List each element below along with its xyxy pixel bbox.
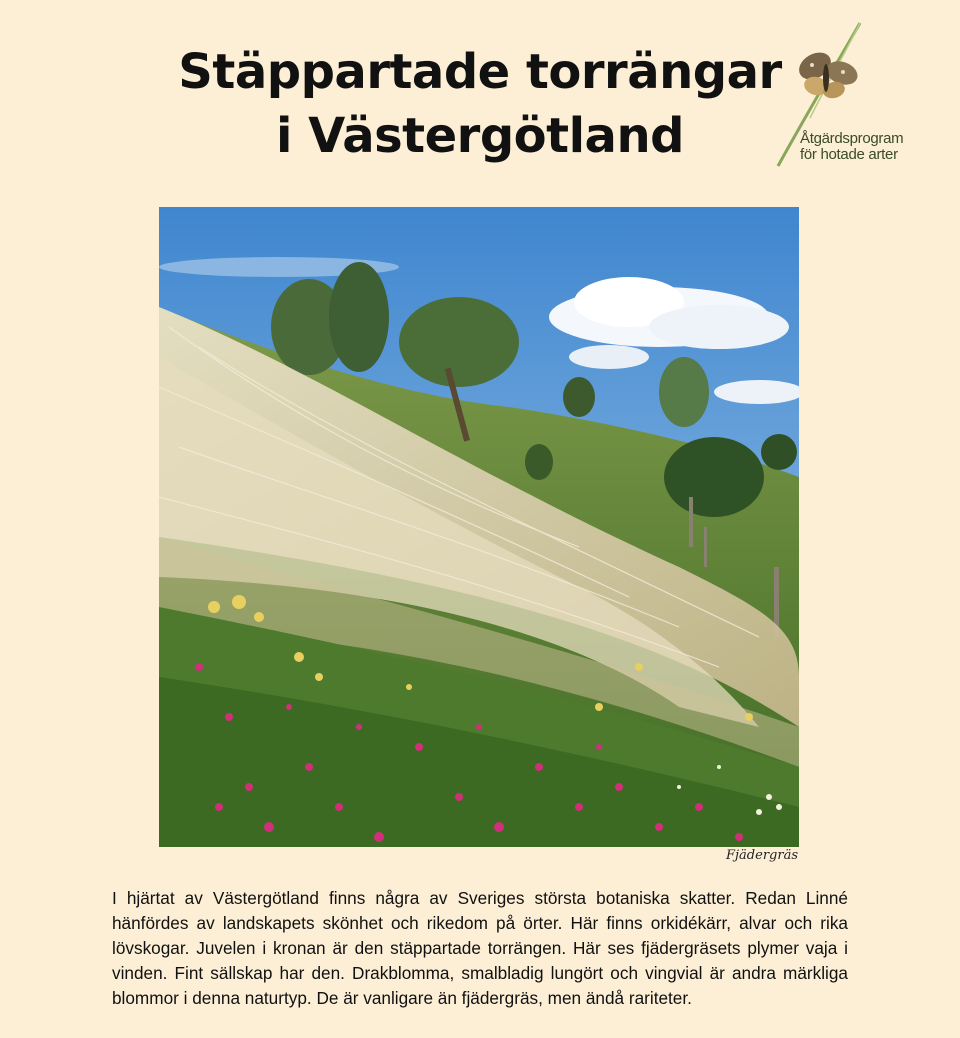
page-title [110,40,850,168]
program-name-line-2: för hotade arter [800,146,898,163]
meadow-illustration [159,207,799,847]
title-line-2: i Västergötland [276,108,684,164]
program-logo [770,18,940,173]
program-name [800,131,903,163]
intro-paragraph: I hjärtat av Västergötland finns några av Sveriges största botaniska skatter. Redan Linné hänfördes av landskapets skönhet och rikedom på örter. Här finns orkidékärr, alvar och rika lövskogar. Juvelen i kronan är den stäppartade torrängen. Här ses fjädergräsets plymer vaja i vinden. Fint sällskap har den. Drakblomma, smalbladig lungört och vingvial är andra märkliga blommor i denna naturtyp. De är vanligare än fjädergräs, men ändå rariteter. [112,888,848,1008]
photo-caption: Fjädergräs [726,848,798,863]
title-line-1: Stäppartade torrängar [178,44,782,100]
program-name-line-1: Åtgärdsprogram [800,130,904,147]
meadow-photo [159,207,799,847]
